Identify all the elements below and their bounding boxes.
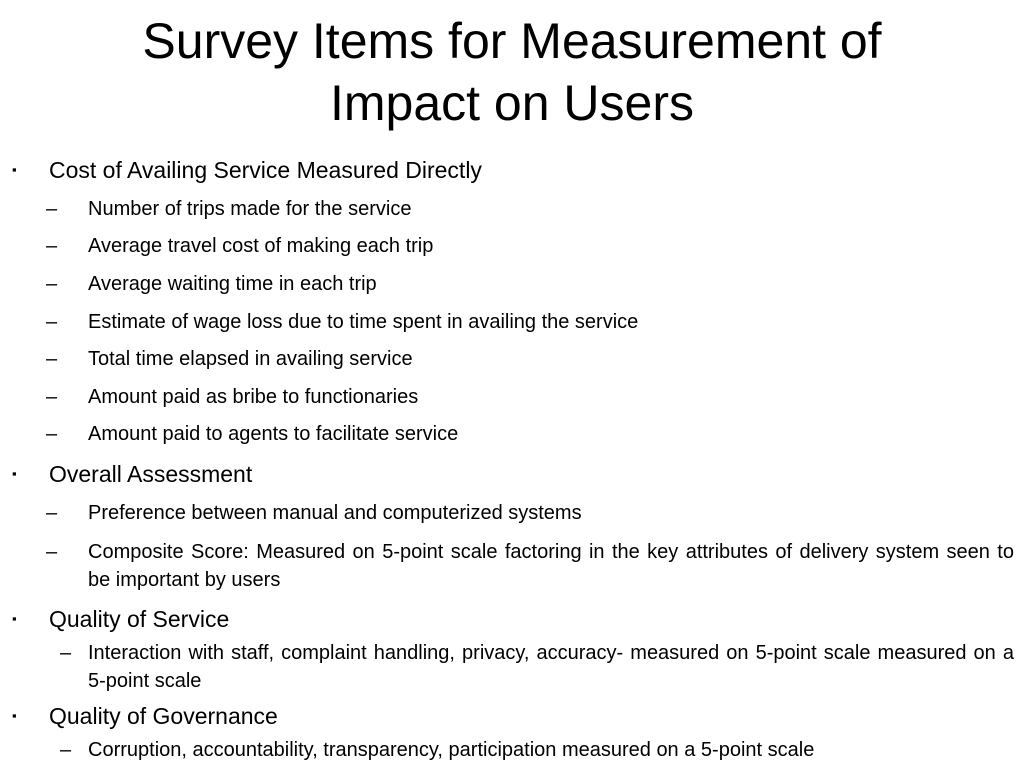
section-heading-text: Quality of Governance [49,703,278,729]
bullet-square-icon: ▪ [12,466,17,481]
list-item [46,308,1014,336]
section-heading-text: Quality of Service [49,606,230,632]
dash-icon: – [46,541,58,563]
dash-icon: – [46,348,58,370]
bullet-square-icon: ▪ [12,708,17,723]
list-item-text: Amount paid as bribe to functionaries [88,386,419,408]
list-item [46,499,1014,527]
slide-title [0,10,1024,134]
list-item [46,232,1014,260]
list-item-text: Number of trips made for the service [88,198,412,220]
list-item-text: Corruption, accountability, transparency, participation measured on a 5-point scale [88,739,815,761]
list-item [46,538,1014,594]
bullet-square-icon: ▪ [12,611,17,626]
list-item-text: Preference between manual and computerized systems [88,502,582,524]
dash-icon: – [46,198,58,220]
dash-icon: – [60,739,72,761]
list-item-text: Amount paid to agents to facilitate service [88,423,459,445]
slide-title-line-1: Survey Items for Measurement of [142,13,882,69]
list-item [46,195,1014,223]
list-item [46,345,1014,373]
list-item [46,639,1014,695]
slide-title-line-2: Impact on Users [329,75,694,131]
dash-icon: – [46,386,58,408]
dash-icon: – [46,235,58,257]
list-item [46,420,1014,448]
dash-icon: – [46,273,58,295]
list-item-text: Composite Score: Measured on 5-point scale factoring in the key attributes of delivery system seen to be important by users [88,541,1014,591]
dash-icon: – [46,502,58,524]
list-item [46,736,1014,764]
section-heading-text: Overall Assessment [49,461,253,487]
dash-icon: – [46,311,58,333]
list-item-text: Average travel cost of making each trip [88,235,434,257]
list-item-text: Average waiting time in each trip [88,273,377,295]
list-item [46,270,1014,298]
list-item [46,383,1014,411]
bullet-square-icon: ▪ [12,162,17,177]
list-item-text: Estimate of wage loss due to time spent in availing the service [88,311,639,333]
dash-icon: – [60,642,72,664]
list-item-text: Interaction with staff, complaint handling, privacy, accuracy- measured on 5-point scale measured on a 5-point scale [88,642,1014,692]
list-item-text: Total time elapsed in availing service [88,348,413,370]
section-heading-text: Cost of Availing Service Measured Directly [49,157,482,183]
dash-icon: – [46,423,58,445]
